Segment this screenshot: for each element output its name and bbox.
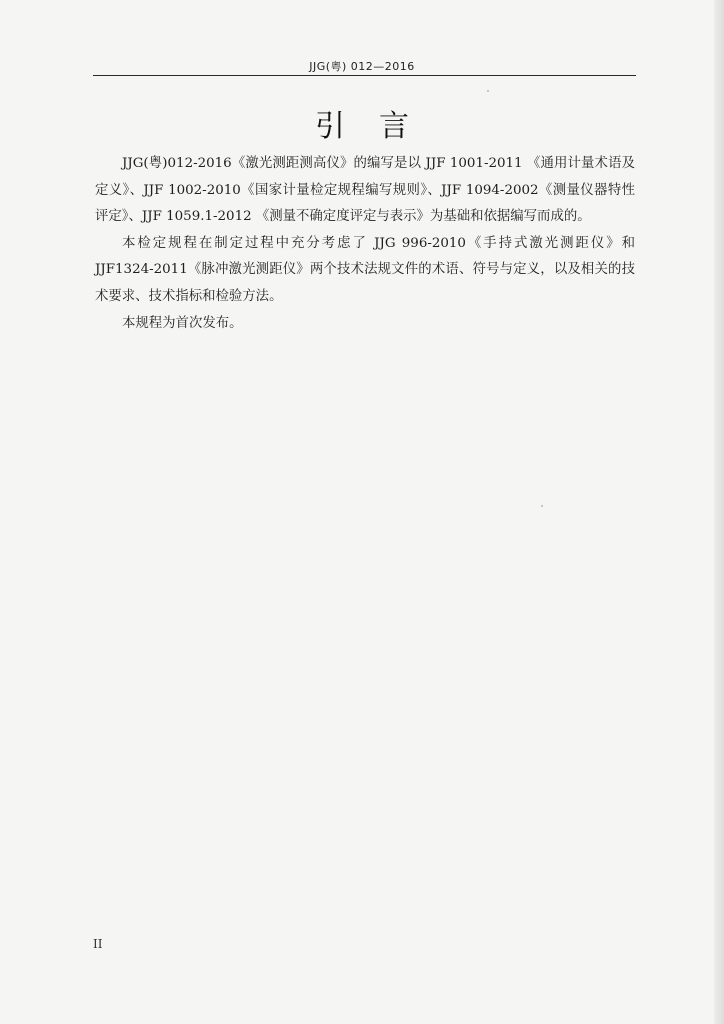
scan-edge-shadow — [714, 0, 724, 1024]
body-text — [95, 151, 635, 337]
page-number: II — [93, 937, 103, 951]
paragraph-2: 本检定规程在制定过程中充分考虑了 JJG 996-2010《手持式激光测距仪》和 JJF1324-2011《脉冲激光测距仪》两个技术法规文件的术语、符号与定义，以及相关的技术要求、技术指标和检验方法。 — [95, 235, 635, 304]
scan-speck — [541, 505, 543, 507]
scan-speck — [487, 90, 489, 92]
page-title: 引言 — [315, 109, 443, 144]
running-header: JJG(粤) 012—2016 — [309, 60, 415, 73]
paragraph-1: JJG(粤)012-2016《激光测距测高仪》的编写是以 JJF 1001-2011 《通用计量术语及定义》、JJF 1002-2010《国家计量检定规程编写规则》、JJF 1094-2002《测量仪器特性评定》、JJF 1059.1-2012 《测量不确定度评定与表示》为基础和依据编写而成的。 — [95, 156, 635, 225]
header-rule — [93, 75, 636, 76]
paragraph-3: 本规程为首次发布。 — [122, 315, 243, 331]
